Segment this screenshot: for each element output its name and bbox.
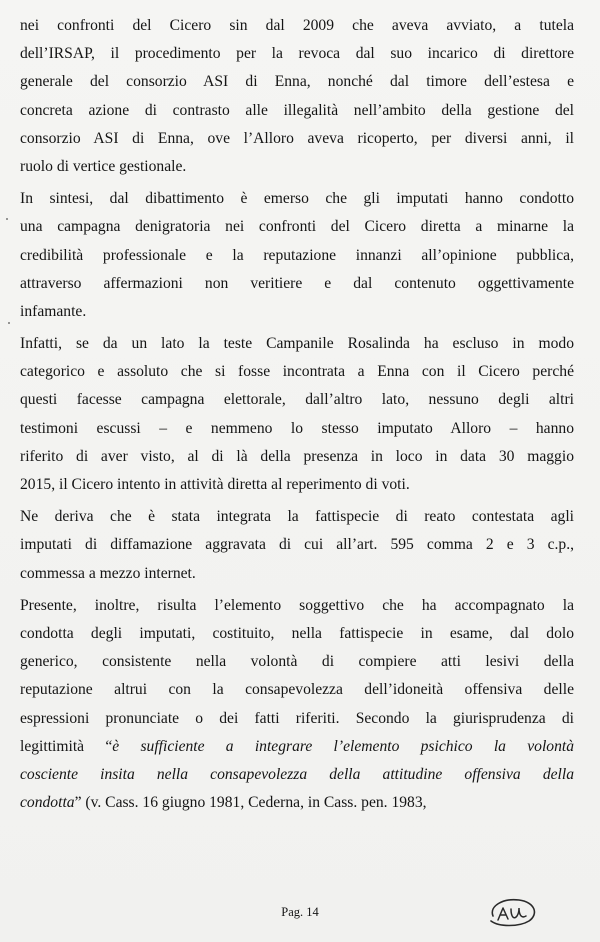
text-line [20, 592, 574, 620]
text-run: una campagna denigratoria nei confronti del Cicero diretta a minarne la [20, 218, 574, 236]
text-line [20, 213, 574, 241]
italic-quote-text: è sufficiente a integrare l’elemento psichico la volontà [112, 737, 574, 755]
text-line [20, 503, 574, 531]
document-body [20, 12, 574, 817]
text-line [20, 153, 574, 181]
text-run: Infatti, se da un lato la teste Campanile Rosalinda ha escluso in modo [20, 335, 574, 353]
text-line [20, 560, 574, 588]
text-line [20, 12, 574, 40]
scan-speck [6, 218, 8, 220]
italic-quote-text: condotta [20, 794, 75, 812]
text-line [20, 648, 574, 676]
text-line [20, 40, 574, 68]
text-line [20, 330, 574, 358]
text-run: ruolo di vertice gestionale. [20, 157, 187, 175]
text-line [20, 705, 574, 733]
italic-quote-text: cosciente insita nella consapevolezza della attitudine offensiva della [20, 765, 574, 783]
text-run: espressioni pronunciate o dei fatti riferiti. Secondo la giurisprudenza di [20, 709, 574, 727]
text-line [20, 270, 574, 298]
text-run: categorico e assoluto che si fosse incontrata a Enna con il Cicero perché [20, 363, 574, 381]
text-run: consorzio ASI di Enna, ove l’Alloro aveva ricoperto, per diversi anni, il [20, 129, 574, 147]
text-run: nei confronti del Cicero sin dal 2009 che aveva avviato, a tutela [20, 17, 574, 34]
text-line [20, 676, 574, 704]
text-run: generale del consorzio ASI di Enna, nonché dal timore dell’estesa e [20, 73, 574, 91]
text-run: legittimità “ [20, 737, 113, 755]
text-line [20, 415, 574, 443]
text-run: generico, consistente nella volontà di compiere atti lesivi della [20, 653, 574, 671]
text-run: testimoni escussi – e nemmeno lo stesso imputato Alloro – hanno [20, 419, 574, 437]
text-run: dell’IRSAP, il procedimento per la revoca dal suo incarico di direttore [20, 45, 574, 63]
text-line [20, 242, 574, 270]
text-run: condotta degli imputati, costituito, nella fattispecie in esame, dal dolo [20, 624, 574, 642]
text-line [20, 443, 574, 471]
text-run: questi facesse campagna elettorale, dall’altro lato, nessuno degli altri [20, 391, 574, 409]
text-run: reputazione altrui con la consapevolezza dell’idoneità offensiva delle [20, 681, 574, 699]
text-line [20, 733, 574, 761]
paragraph [20, 185, 574, 326]
text-line [20, 471, 574, 499]
paragraph [20, 592, 574, 818]
text-run: imputati di diffamazione aggravata di cui all’art. 595 comma 2 e 3 c.p., [20, 536, 574, 554]
text-line [20, 358, 574, 386]
text-run: riferito di aver visto, al di là della presenza in loco in data 30 maggio [20, 447, 574, 465]
text-line [20, 789, 574, 817]
scan-speck [8, 322, 10, 324]
text-run: Presente, inoltre, risulta l’elemento soggettivo che ha accompagnato la [20, 596, 574, 614]
text-line [20, 386, 574, 414]
text-run: concreta azione di contrasto alle illegalità nell’ambito della gestione del [20, 101, 574, 119]
text-run: ” (v. Cass. 16 giugno 1981, Cederna, in Cass. pen. 1983, [74, 794, 427, 812]
text-line [20, 68, 574, 96]
paragraph [20, 12, 574, 181]
paragraph [20, 330, 574, 499]
text-run: In sintesi, dal dibattimento è emerso che gli imputati hanno condotto [20, 190, 574, 208]
text-line [20, 298, 574, 326]
text-run: Ne deriva che è stata integrata la fattispecie di reato contestata agli [20, 508, 574, 526]
text-line [20, 531, 574, 559]
page-number: Pag. 14 [281, 905, 319, 919]
text-line [20, 97, 574, 125]
text-run: attraverso affermazioni non veritiere e dal contenuto oggettivamente [20, 274, 574, 292]
text-line [20, 620, 574, 648]
paragraph [20, 503, 574, 588]
signature-initials-icon [481, 894, 543, 930]
text-run: credibilità professionale e la reputazione innanzi all’opinione pubblica, [20, 246, 574, 264]
text-line [20, 185, 574, 213]
text-run: commessa a mezzo internet. [20, 564, 196, 582]
text-run: 2015, il Cicero intento in attività diretta al reperimento di voti. [20, 476, 410, 493]
text-line [20, 761, 574, 789]
text-line [20, 125, 574, 153]
text-run: infamante. [20, 302, 87, 320]
